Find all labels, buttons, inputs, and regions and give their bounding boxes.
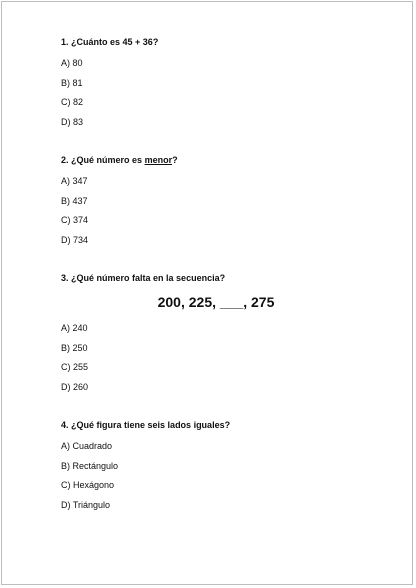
question-2-option-a[interactable]: A) 347 <box>61 176 88 186</box>
spacer <box>61 400 361 419</box>
question-1-text: ¿Cuánto es 45 + 36? <box>71 37 159 47</box>
question-1-title <box>61 36 361 48</box>
question-3-option-c[interactable]: C) 255 <box>61 362 89 372</box>
question-2-option-b[interactable]: B) 437 <box>61 195 88 206</box>
question-2-option-d[interactable]: D) 734 <box>61 234 89 245</box>
spacer <box>61 253 361 272</box>
question-2-option-c[interactable]: C) 374 <box>61 215 89 225</box>
question-1-option-b[interactable]: B) 81 <box>61 77 83 88</box>
question-3-text: ¿Qué número falta en la secuencia? <box>71 273 226 283</box>
question-2-text: ¿Qué número es <box>71 155 145 165</box>
question-1 <box>61 36 361 128</box>
question-list <box>61 36 361 518</box>
worksheet-page <box>1 1 413 585</box>
spacer <box>61 135 361 154</box>
question-3 <box>61 272 361 393</box>
question-1-number: 1. <box>61 37 69 47</box>
question-2-title <box>61 154 361 166</box>
question-2-number: 2. <box>61 155 69 165</box>
question-1-option-c[interactable]: C) 82 <box>61 97 84 107</box>
question-4-title <box>61 419 361 431</box>
question-4 <box>61 419 361 511</box>
question-4-option-a[interactable]: A) Cuadrado <box>61 441 113 451</box>
question-4-option-d[interactable]: D) Triángulo <box>61 499 111 510</box>
question-3-option-d[interactable]: D) 260 <box>61 381 89 392</box>
question-1-option-a[interactable]: A) 80 <box>61 58 83 68</box>
question-3-number: 3. <box>61 273 69 283</box>
question-3-title <box>61 272 361 284</box>
question-3-option-a[interactable]: A) 240 <box>61 323 88 333</box>
question-2-emphasis: menor <box>144 155 173 165</box>
question-3-option-b[interactable]: B) 250 <box>61 342 88 353</box>
question-4-number: 4. <box>61 420 69 430</box>
question-2 <box>61 154 361 246</box>
question-4-option-b[interactable]: B) Rectángulo <box>61 460 119 471</box>
question-4-text: ¿Qué figura tiene seis lados iguales? <box>71 420 231 430</box>
question-2-text-end: ? <box>172 155 178 165</box>
number-sequence: 200, 225, ___, 275 <box>157 294 275 310</box>
question-4-option-c[interactable]: C) Hexágono <box>61 480 115 490</box>
question-1-option-d[interactable]: D) 83 <box>61 116 84 127</box>
